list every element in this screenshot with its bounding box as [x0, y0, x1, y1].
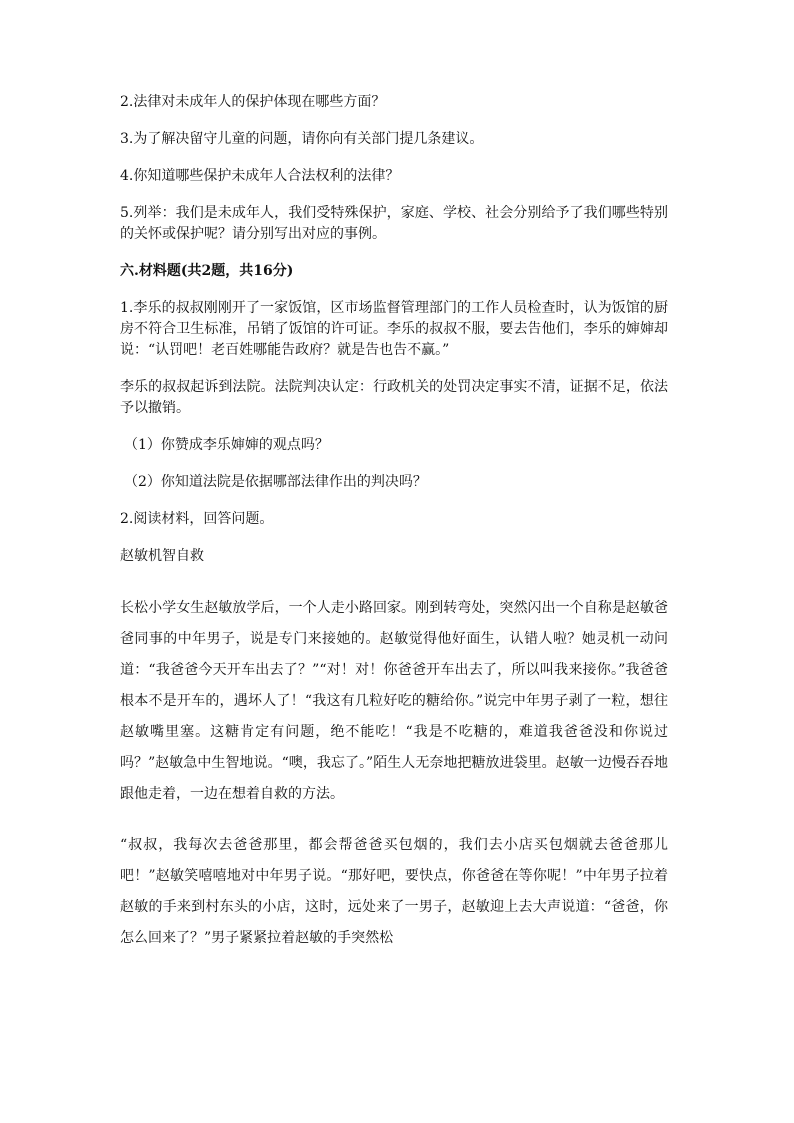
story-paragraph-1: 长松小学女生赵敏放学后，一个人走小路回家。刚到转弯处，突然闪出一个自称是赵敏爸爸同事的中年男子，说是专门来接她的。赵敏觉得他好面生，认错人啦？她灵机一动问道：“我爸爸今天开车出去了？”“对！对！你爸爸开车出去了，所以叫我来接你。”我爸爸根本不是开车的，遇坏人了！“我这有几粒好吃的糖给你。”说完中年男子剥了一粒，想往赵敏嘴里塞。这糖肯定有问题，绝不能吃！“我是不吃糖的，难道我爸爸没和你说过吗？”赵敏急中生智地说。“噢，我忘了。”陌生人无奈地把糖放进袋里。赵敏一边慢吞吞地跟他走着，一边在想着自救的方法。 — [120, 600, 668, 802]
story-paragraph-2: “叔叔，我每次去爸爸那里，都会帮爸爸买包烟的，我们去小店买包烟就去爸爸那儿吧！”赵敏笑嘻嘻地对中年男子说。“那好吧，要快点，你爸爸在等你呢！”中年男子拉着赵敏的手来到村东头的小店，这时，远处来了一男子，赵敏迎上去大声说道：“爸爸，你怎么回来了？”男子紧紧拉着赵敏的手突然松 — [120, 837, 668, 946]
document-page — [120, 92, 668, 974]
section-title: 六.材料题(共2题，共16分) — [120, 263, 294, 279]
question-4: 4.你知道哪些保护未成年人合法权利的法律？ — [120, 168, 400, 184]
story-title: 赵敏机智自救 — [120, 548, 204, 564]
material-1-paragraph-1: 1.李乐的叔叔刚刚开了一家饭馆，区市场监督管理部门的工作人员检查时，认为饭馆的厨房不符合卫生标准，吊销了饭馆的许可证。李乐的叔叔不服，要去告他们，李乐的婶婶却说：“认罚吧！老百姓哪能告政府？就是告也告不赢。” — [120, 300, 668, 358]
material-1-subquestion-1: （1）你赞成李乐婶婶的观点吗？ — [124, 437, 329, 453]
question-3: 3.为了解决留守儿童的问题，请你向有关部门提几条建议。 — [120, 131, 484, 147]
material-1-paragraph-2: 李乐的叔叔起诉到法院。法院判决认定：行政机关的处罚决定事实不清，证据不足，依法予以撤销。 — [120, 379, 668, 416]
material-1-subquestion-2: （2）你知道法院是依据哪部法律作出的判决吗？ — [124, 474, 427, 490]
question-5: 5.列举：我们是未成年人，我们受特殊保护，家庭、学校、社会分别给予了我们哪些特别的关怀或保护呢？请分别写出对应的事例。 — [120, 205, 668, 242]
question-2: 2.法律对未成年人的保护体现在哪些方面？ — [120, 94, 386, 110]
material-2-prompt: 2.阅读材料，回答问题。 — [120, 511, 274, 527]
